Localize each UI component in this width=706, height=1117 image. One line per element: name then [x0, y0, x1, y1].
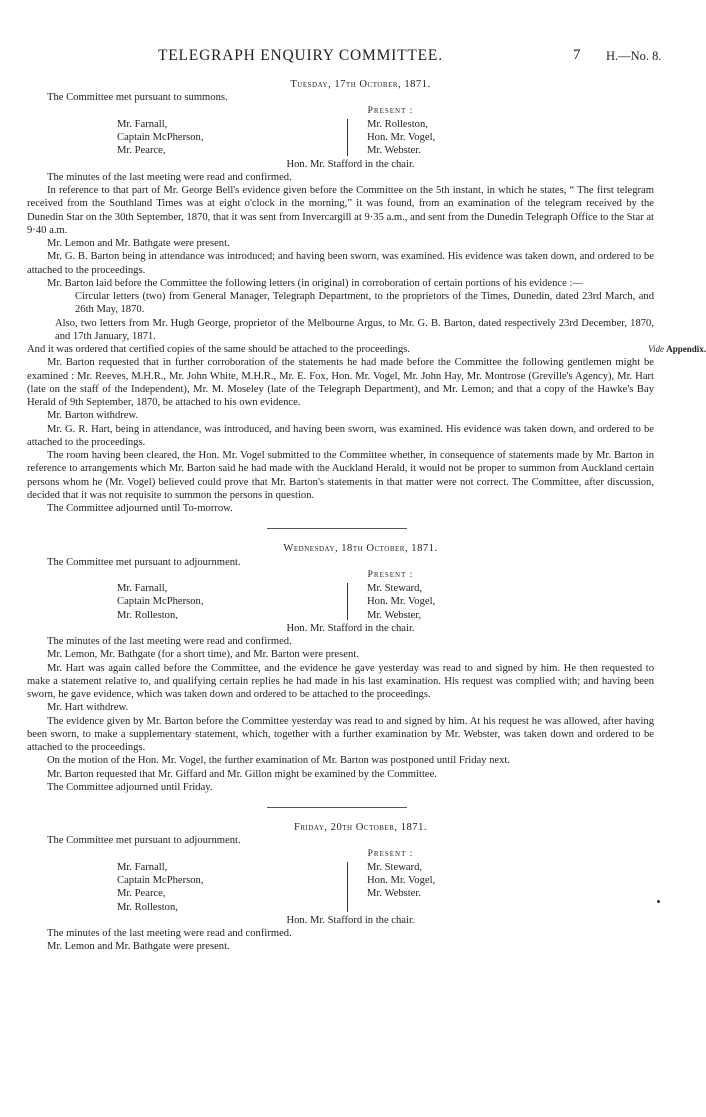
section-divider [267, 807, 407, 808]
paragraph: The minutes of the last meeting were read and confirmed. [47, 928, 292, 939]
paragraph: The evidence given by Mr. Barton before the Committee yesterday was read to and signed by him. At his request he was allowed, after having been sworn, to make a supplementary statement, which, together with a further examination by Mr. Webster, was taken down and ordered to be attached to the proceedings. [27, 715, 654, 753]
paragraph-with-margin-note [27, 343, 706, 356]
member: Mr. Farnall, [117, 861, 168, 873]
member: Captain McPherson, [117, 875, 204, 886]
section-divider [267, 528, 407, 529]
member: Mr. Steward, [367, 861, 423, 873]
member: Mr. Pearce, [117, 145, 166, 157]
paragraph: In reference to that part of Mr. George Bell's evidence given before the Committee on the 5th instant, in which he states, “ The first telegram received from the Southland Times was at eight o'clock in the morning,” it was found, from an examination of the telegram received by the Dunedin Star on the 30th September, 1870, that it was sent from Invercargill at 9·35 a.m., and sent from the Dunedin Telegraph Office to the Star at 9·40 a.m. [27, 185, 654, 236]
column-divider [347, 862, 357, 912]
meeting-date: Wednesday, 18th October, 1871. [283, 543, 438, 555]
member: Mr. Webster. [367, 888, 421, 900]
meeting-date: Friday, 20th October, 1871. [293, 822, 428, 833]
paragraph: The minutes of the last meeting were read and confirmed. [47, 636, 292, 647]
meeting-wednesday [27, 542, 654, 794]
paragraph: Mr. G. R. Hart, being in attendance, was introduced, and having been sworn, was examined. His evidence was taken down, and ordered to be attached to the proceedings. [27, 423, 654, 448]
member: Mr. Rolleston, [117, 609, 178, 621]
paragraph: Also, two letters from Mr. Hugh George, proprietor of the Melbourne Argus, to Mr. G. B. Barton, dated respectively 23rd December, 1870, and 17th January, 1871. [55, 317, 654, 342]
member: Mr. Rolleston, [117, 901, 178, 913]
paragraph: The room having been cleared, the Hon. Mr. Vogel submitted to the Committee whether, in consequence of statements made by Mr. Barton in reference to arrangements which Mr. Barton said he had made with the Auckland Herald, it would not be proper to summon from Auckland certain persons whom he (Mr. Vogel) believed could prove that Mr. Barton's statements in that matter were not correct. The Committee, after discussion, decided that it was not requisite to summon the persons in question. [27, 450, 654, 501]
paragraph: And it was ordered that certified copies of the same should be attached to the proceedings. [27, 344, 411, 355]
column-divider [347, 583, 357, 620]
paragraph: Mr. Lemon, Mr. Bathgate (for a short time), and Mr. Barton were present. [47, 649, 359, 661]
members-present [117, 118, 654, 158]
paragraph: Mr. Barton withdrew. [47, 410, 139, 422]
present-label: Present : [367, 105, 414, 116]
member: Mr. Farnall, [117, 118, 168, 130]
chair-line: Hon. Mr. Stafford in the chair. [286, 622, 415, 634]
member: Mr. Steward, [367, 583, 423, 594]
minutes-content [27, 78, 706, 954]
paragraph: Mr. Barton requested that Mr. Giffard and Mr. Gillon might be examined by the Committee. [47, 768, 437, 780]
paper-number: H.—No. 8. [606, 49, 662, 63]
meeting-tuesday [27, 78, 706, 515]
member: Captain McPherson, [117, 596, 204, 608]
paragraph: Mr. Hart withdrew. [47, 702, 129, 714]
margin-note [648, 343, 706, 356]
paragraph: Circular letters (two) from General Manager, Telegraph Department, to the proprietors of the Times, Dunedin, dated 23rd March, and 26th May, 1870. [75, 291, 654, 316]
member: Mr. Farnall, [117, 583, 168, 594]
member: Hon. Mr. Vogel, [367, 596, 436, 608]
opening-line: The Committee met pursuant to adjournment. [47, 556, 241, 568]
paragraph: On the motion of the Hon. Mr. Vogel, the further examination of Mr. Barton was postponed until Friday next. [47, 755, 511, 767]
meeting-date: Tuesday, 17th October, 1871. [290, 79, 431, 90]
page-header [0, 49, 700, 71]
paragraph: Mr. Lemon and Mr. Bathgate were present. [47, 238, 230, 249]
member: Mr. Pearce, [117, 888, 166, 900]
chair-line: Hon. Mr. Stafford in the chair. [286, 158, 415, 170]
members-present [117, 861, 654, 914]
paragraph: Mr. Barton laid before the Committee the following letters (in original) in corroboration of certain portions of his evidence :— [47, 277, 584, 289]
chair-line: Hon. Mr. Stafford in the chair. [286, 914, 415, 926]
print-speck [657, 900, 660, 903]
opening-line: The Committee met pursuant to summons. [47, 92, 228, 104]
meeting-friday [27, 821, 654, 954]
paragraph: Mr. Hart was again called before the Committee, and the evidence he gave yesterday was read to and signed by him. He then requested to make a statement relative to, and qualifying certain replies he had made in his last examination. His request was complied with; and having been sworn, he gave evidence, which was taken down and ordered to be attached to the proceedings. [27, 662, 654, 700]
present-label: Present : [367, 848, 414, 859]
member: Mr. Webster. [367, 145, 421, 157]
paragraph: Mr. G. B. Barton being in attendance was introduced; and having been sworn, was examined. His evidence was taken down, and ordered to be attached to the proceedings. [27, 251, 654, 276]
paragraph: Mr. Lemon and Mr. Bathgate were present. [47, 941, 230, 953]
paragraph: Mr. Barton requested that in further corroboration of the statements he had made before the Committee the following gentlemen might be examined : Mr. Reeves, M.H.R., Mr. John White, M.H.R., Mr. E. Fox, Hon. Mr. Vogel, Mr. John Hay, Mr. Montrose (Greville's Agency), Mr. Hart (late on the staff of the Independent), Mr. M. Moseley (late of the Telegraph Department), and Mr. Lemon; and that a copy of the Hawke's Bay Herald of 9th September, 1870, be attached to his own evidence. [27, 357, 654, 408]
header-title: TELEGRAPH ENQUIRY COMMITTEE. [158, 47, 443, 64]
present-label: Present : [367, 569, 414, 580]
member: Hon. Mr. Vogel, [367, 132, 436, 143]
member: Captain McPherson, [117, 132, 204, 143]
opening-line: The Committee met pursuant to adjournment. [47, 835, 241, 847]
member: Mr. Webster, [367, 609, 422, 621]
column-divider [347, 119, 357, 156]
margin-note-word: Appendix. [666, 344, 706, 354]
members-present [117, 582, 654, 622]
paragraph: The Committee adjourned until To-morrow. [47, 503, 233, 514]
margin-note-prefix: Vide [648, 344, 664, 354]
member: Mr. Rolleston, [367, 118, 428, 130]
paragraph: The minutes of the last meeting were read and confirmed. [47, 171, 292, 183]
member: Hon. Mr. Vogel, [367, 875, 436, 886]
page-number: 7 [573, 47, 581, 63]
paragraph: The Committee adjourned until Friday. [47, 781, 213, 793]
